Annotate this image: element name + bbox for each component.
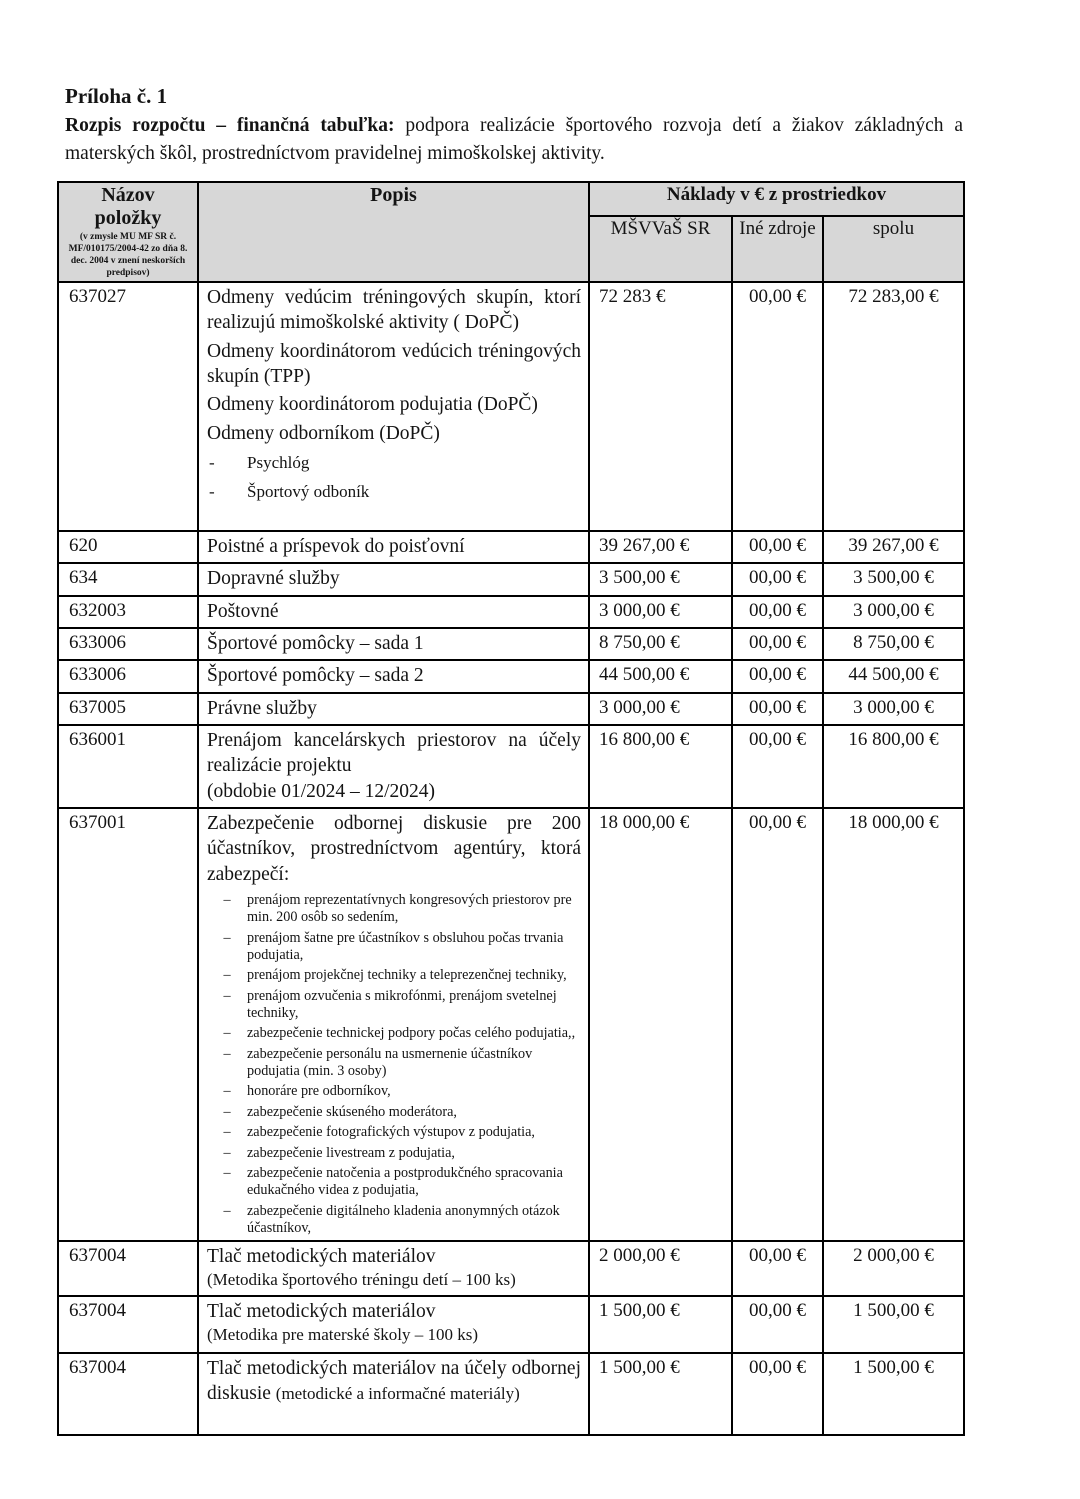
bullet-text: zabezpečenie personálu na usmernenie účastníkov podujatia (min. 3 osoby) <box>247 1045 533 1079</box>
table-row <box>58 693 964 725</box>
intro-paragraph <box>65 112 963 167</box>
description-paragraph: Odmeny koordinátorom podujatia (DoPČ) <box>207 394 538 416</box>
bullet-text: zabezpečenie technickej podpory počas celého podujatia,, <box>247 1025 576 1042</box>
cost-other: 00,00 € <box>732 628 823 660</box>
bullet-item <box>207 1165 581 1199</box>
bullet-marker: – <box>223 987 231 1004</box>
table-row <box>58 660 964 692</box>
cost-msvvas: 16 800,00 € <box>589 725 732 808</box>
item-code: 633006 <box>58 660 198 692</box>
table-row <box>58 725 964 808</box>
cost-total: 3 500,00 € <box>823 563 964 595</box>
bullet-marker: – <box>223 1103 231 1120</box>
cost-other: 00,00 € <box>732 282 823 531</box>
cost-other: 00,00 € <box>732 596 823 628</box>
header-item-name-line2: položky <box>94 207 162 230</box>
dash-item-text: Športový odboník <box>247 481 370 501</box>
header-total: spolu <box>823 216 964 282</box>
item-description <box>198 531 589 563</box>
bullet-text: zabezpečenie natočenia a postprodukčného spracovania edukačného videa z podujatia, <box>247 1165 563 1199</box>
bullet-marker: – <box>223 1124 231 1141</box>
cost-total: 8 750,00 € <box>823 628 964 660</box>
bullet-text: zabezpečenie digitálneho kladenia anonymných otázok účastníkov, <box>247 1203 560 1237</box>
cost-total: 2 000,00 € <box>823 1241 964 1296</box>
document-content <box>57 84 963 1436</box>
description-paragraph: Dopravné služby <box>207 568 340 590</box>
cost-msvvas: 8 750,00 € <box>589 628 732 660</box>
description-paragraph: Športové pomôcky – sada 2 <box>207 665 424 687</box>
description-paragraph <box>207 1356 581 1407</box>
cost-msvvas: 1 500,00 € <box>589 1296 732 1353</box>
cost-msvvas: 3 500,00 € <box>589 563 732 595</box>
bullet-marker: – <box>223 1144 231 1161</box>
bullet-item <box>207 930 581 964</box>
dash-marker: - <box>209 452 215 472</box>
bullet-text: zabezpečenie livestream z podujatia, <box>247 1144 455 1161</box>
bullet-item <box>207 1025 581 1042</box>
header-other-sources: Iné zdroje <box>732 216 823 282</box>
item-code: 637004 <box>58 1296 198 1353</box>
bullet-text: honoráre pre odborníkov, <box>247 1083 391 1100</box>
description-subline: (Metodika športového tréningu detí – 100 ks) <box>207 1270 516 1290</box>
item-code: 637004 <box>58 1353 198 1435</box>
bullet-text: zabezpečenie fotografických výstupov z podujatia, <box>247 1124 535 1141</box>
cost-msvvas: 72 283 € <box>589 282 732 531</box>
dash-item-text: Psychlóg <box>247 452 310 472</box>
cost-total: 1 500,00 € <box>823 1353 964 1435</box>
cost-total: 18 000,00 € <box>823 808 964 1241</box>
bullet-marker: – <box>223 967 231 984</box>
document-header <box>57 84 963 167</box>
item-code: 637027 <box>58 282 198 531</box>
bullet-item <box>207 1046 581 1080</box>
bullet-item <box>207 1145 581 1162</box>
bullet-marker: – <box>223 929 231 946</box>
cost-total: 3 000,00 € <box>823 596 964 628</box>
description-paragraph: Zabezpečenie odbornej diskusie pre 200 účastníkov, prostredníctvom agentúry, ktorá zabezpečí: <box>207 812 581 885</box>
cost-msvvas: 3 000,00 € <box>589 596 732 628</box>
bullet-marker: – <box>223 1045 231 1062</box>
description-paragraph: Odmeny koordinátorom vedúcich tréningových skupín (TPP) <box>207 340 581 387</box>
item-code: 634 <box>58 563 198 595</box>
description-subline: (Metodika pre materské školy – 100 ks) <box>207 1325 478 1345</box>
cost-other: 00,00 € <box>732 808 823 1241</box>
bullet-item <box>207 988 581 1022</box>
item-code: 636001 <box>58 725 198 808</box>
cost-msvvas: 18 000,00 € <box>589 808 732 1241</box>
table-row <box>58 1241 964 1296</box>
bullet-text: zabezpečenie skúseného moderátora, <box>247 1103 457 1120</box>
item-description <box>198 563 589 595</box>
bullet-marker: – <box>223 892 231 908</box>
table-row <box>58 563 964 595</box>
bullet-item <box>207 1083 581 1100</box>
bullet-item <box>207 1104 581 1121</box>
intro-regular-text: podpora realizácie športového rozvoja detí a žiakov základných a materských škôl, prostredníctvom pravidelnej mimoškolskej aktivity. <box>65 115 964 164</box>
description-paragraph: (obdobie 01/2024 – 12/2024) <box>207 780 436 802</box>
description-paragraph: Odmeny vedúcim tréningových skupín, ktorí realizujú mimoškolské aktivity ( DoPČ) <box>207 286 581 334</box>
item-description <box>198 1241 589 1296</box>
cost-msvvas: 2 000,00 € <box>589 1241 732 1296</box>
cost-total: 3 000,00 € <box>823 693 964 725</box>
dash-list-item <box>207 452 581 475</box>
table-row <box>58 1353 964 1435</box>
bullet-marker: – <box>223 1025 231 1042</box>
cost-other: 00,00 € <box>732 1296 823 1353</box>
bullet-marker: – <box>223 1165 231 1182</box>
table-row <box>58 628 964 660</box>
description-paragraph: Športové pomôcky – sada 1 <box>207 632 424 654</box>
table-row <box>58 531 964 563</box>
bullet-text: prenájom reprezentatívnych kongresových priestorov pre min. 200 osôb so sedením, <box>247 892 572 926</box>
description-paragraph: Poštovné <box>207 600 279 622</box>
bullet-marker: – <box>223 1083 231 1100</box>
item-code: 637005 <box>58 693 198 725</box>
cost-other: 00,00 € <box>732 660 823 692</box>
description-paragraph: Prenájom kancelárskych priestorov na účely realizácie projektu <box>207 729 581 777</box>
cost-other: 00,00 € <box>732 563 823 595</box>
description-main-text: Tlač metodických materiálov na účely odbornej diskusie <box>207 1358 581 1405</box>
bullet-item <box>207 1203 581 1237</box>
bullet-item <box>207 967 581 984</box>
bullet-text: prenájom šatne pre účastníkov s obsluhou počas trvania podujatia, <box>247 929 564 963</box>
bullet-list <box>207 892 581 1237</box>
item-code: 620 <box>58 531 198 563</box>
cost-total: 39 267,00 € <box>823 531 964 563</box>
item-code: 637001 <box>58 808 198 1241</box>
dash-marker: - <box>209 481 215 501</box>
table-header <box>58 182 964 282</box>
cost-msvvas: 39 267,00 € <box>589 531 732 563</box>
table-row <box>58 282 964 531</box>
intro-bold-text: Rozpis rozpočtu – finančná tabuľka: <box>65 115 395 136</box>
cost-msvvas: 3 000,00 € <box>589 693 732 725</box>
cost-other: 00,00 € <box>732 531 823 563</box>
cost-total: 72 283,00 € <box>823 282 964 531</box>
header-item-name <box>58 182 198 282</box>
item-description <box>198 1296 589 1353</box>
cost-total: 16 800,00 € <box>823 725 964 808</box>
budget-table <box>57 181 965 1436</box>
table-row <box>58 808 964 1241</box>
cost-msvvas: 1 500,00 € <box>589 1353 732 1435</box>
header-item-name-line1: Názov <box>101 184 155 207</box>
description-paren-text: (metodické a informačné materiály) <box>275 1384 520 1404</box>
attachment-label: Príloha č. 1 <box>65 84 168 108</box>
bullet-item <box>207 1124 581 1141</box>
cost-other: 00,00 € <box>732 693 823 725</box>
cost-other: 00,00 € <box>732 725 823 808</box>
dash-list-item <box>207 481 581 504</box>
item-description <box>198 660 589 692</box>
cost-other: 00,00 € <box>732 1353 823 1435</box>
item-description <box>198 628 589 660</box>
description-paragraph: Tlač metodických materiálov <box>207 1246 436 1268</box>
header-msvvas: MŠVVaŠ SR <box>589 216 732 282</box>
item-description <box>198 725 589 808</box>
table-row <box>58 596 964 628</box>
description-paragraph: Tlač metodických materiálov <box>207 1301 436 1323</box>
cost-other: 00,00 € <box>732 1241 823 1296</box>
item-code: 637004 <box>58 1241 198 1296</box>
item-description <box>198 808 589 1241</box>
header-item-name-note: (v zmysle MU MF SR č. MF/010175/2004-42 zo dňa 8. dec. 2004 v znení neskorších predpisov) <box>68 232 188 278</box>
description-paragraph: Odmeny odborníkom (DoPČ) <box>207 422 440 444</box>
bullet-marker: – <box>223 1203 231 1219</box>
item-description <box>198 282 589 531</box>
table-row <box>58 1296 964 1353</box>
cost-total: 44 500,00 € <box>823 660 964 692</box>
item-description <box>198 1353 589 1435</box>
bullet-item <box>207 892 581 926</box>
item-description <box>198 596 589 628</box>
item-code: 632003 <box>58 596 198 628</box>
item-description <box>198 693 589 725</box>
cost-total: 1 500,00 € <box>823 1296 964 1353</box>
bullet-text: prenájom projekčnej techniky a teleprezenčnej techniky, <box>247 967 567 984</box>
description-paragraph: Poistné a príspevok do poisťovní <box>207 535 465 557</box>
cost-msvvas: 44 500,00 € <box>589 660 732 692</box>
header-description: Popis <box>198 182 589 282</box>
header-costs-group: Náklady v € z prostriedkov <box>589 182 964 215</box>
item-code: 633006 <box>58 628 198 660</box>
description-paragraph: Právne služby <box>207 697 317 719</box>
bullet-text: prenájom ozvučenia s mikrofónmi, prenájom svetelnej techniky, <box>247 987 557 1021</box>
